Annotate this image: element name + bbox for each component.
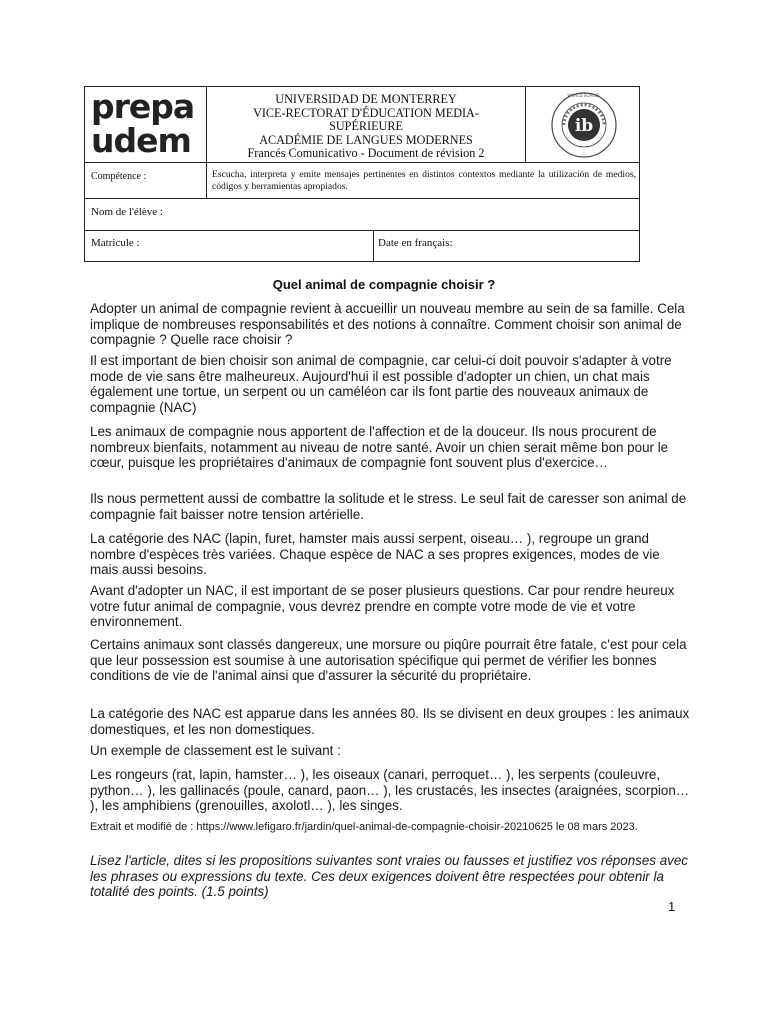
vice-rectorat-line-2: SUPÉRIEURE — [329, 119, 403, 134]
paragraph-5: La catégorie des NAC (lapin, furet, hamster mais aussi serpent, oiseau… ), regroupe un grand nombre d'espèces très variées. Chaque espèce de NAC a ses propres exigences, modes de vie mais aussi besoins. — [90, 531, 660, 578]
student-name-field[interactable]: Nom de l'élève : — [85, 199, 640, 231]
paragraph-1: Adopter un animal de compagnie revient à accueillir un nouveau membre au sein de sa famille. Cela implique de nombreuses responsabilités et des notions à connaître. Comment choisir son animal de compagnie ? Quelle race choisir ? — [90, 301, 685, 348]
paragraph-10: Les rongeurs (rat, lapin, hamster… ), les oiseaux (canari, perroquet… ), les serpents (couleuvre, python… ), les gallinacés (poule, canard, paon… ), les crustacés, les insectes (araignées, scorpion… ), les amphibiens (grenouilles, axolotl… ), les singes. — [90, 767, 690, 814]
paragraph-8: La catégorie des NAC est apparue dans les années 80. Ils se divisent en deux groupes : les animaux domestiques, et les non domestiques. — [90, 706, 690, 737]
ib-logo-cell — [525, 87, 640, 163]
document-title: Francés Comunicativo - Document de révision 2 — [247, 146, 485, 161]
ib-mark: ib — [574, 116, 594, 136]
institution-name: UNIVERSIDAD DE MONTERREY — [275, 92, 457, 106]
matricule-field[interactable]: Matricule : — [85, 231, 374, 262]
ib-world-school-logo-icon — [526, 87, 641, 163]
prepa-udem-logo — [85, 87, 207, 163]
competence-text: Escucha, interpreta y emite mensajes pertinentes en distintos contextos mediante la utilización de medios, códigos y herramientas apropiados. — [207, 163, 640, 199]
logo-line-2: udem — [91, 121, 191, 160]
academie-line: ACADÉMIE DE LANGUES MODERNES — [259, 132, 473, 147]
page-number: 1 — [668, 899, 676, 914]
header-table — [84, 86, 640, 262]
paragraph-3: Les animaux de compagnie nous apportent de l'affection et de la douceur. Ils nous procurent de nombreux bienfaits, notamment au niveau de notre santé. Avoir un chien serait même bon pour le cœur, puisque les propriétaires d'animaux de compagnie font souvent plus d'exercice… — [90, 424, 669, 471]
institution-title-block — [207, 87, 525, 163]
article-title: Quel animal de compagnie choisir ? — [272, 277, 496, 292]
date-field[interactable]: Date en français: — [378, 237, 453, 249]
vice-rectorat-line: VICE-RECTORAT D'ÉDUCATION MEDIA- — [253, 105, 479, 120]
paragraph-4: Ils nous permettent aussi de combattre la solitude et le stress. Le seul fait de caresser son animal de compagnie fait baisser notre tension artérielle. — [90, 491, 687, 522]
logo-line-1: prepa — [91, 87, 195, 126]
exercise-instructions: Lisez l'article, dites si les propositions suivantes sont vraies ou fausses et justifiez vos réponses avec les phrases ou expressions du texte. Ces deux exigences doivent être respectées pour obtenir la totalité des points. (1.5 points) — [90, 853, 688, 900]
source-citation: Extrait et modifié de : https://www.lefigaro.fr/jardin/quel-animal-de-compagnie-choisir-20210625 le 08 mars 2023. — [90, 821, 638, 833]
paragraph-9: Un exemple de classement est le suivant : — [90, 743, 341, 758]
competence-label: Compétence : — [85, 163, 207, 199]
paragraph-2: Il est important de bien choisir son animal de compagnie, car celui-ci doit pouvoir s'adapter à votre mode de vie sans être malheureux. Aujourd'hui il est possible d'adopter un chien, un chat mais également une tortue, un serpent ou un caméléon car ils font partie des nouveaux animaux de compagnie (NAC) — [90, 353, 672, 415]
paragraph-7: Certains animaux sont classés dangereux, une morsure ou piqûre pourrait être fatale, c'est pour cela que leur possession est soumise à une autorisation spécifique qui permet de vérifier les bonnes conditions de vie de l'animal ainsi que d'assurer la sécurité du propriétaire. — [90, 637, 687, 684]
paragraph-6: Avant d'adopter un NAC, il est important de se poser plusieurs questions. Car pour rendre heureux votre futur animal de compagnie, vous devrez prendre en compte votre mode de vie et votre environnement. — [90, 583, 675, 630]
ib-seal-text: WORLD SCHOOL — [567, 93, 601, 98]
